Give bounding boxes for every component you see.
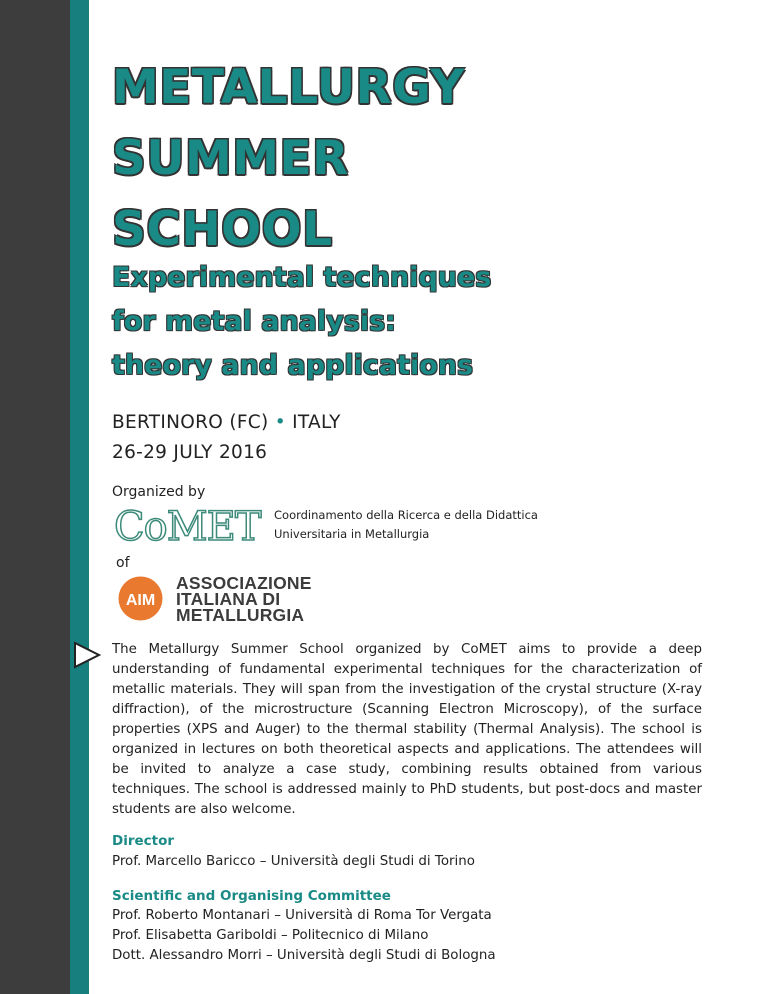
committee-list [112,906,496,966]
comet-caption [274,506,538,544]
subtitle-line: theory and applications [112,350,474,381]
comet-logo [112,502,262,548]
location-place: BERTINORO (FC) [112,412,269,433]
aim-logo-text: AIM [125,592,156,609]
title-line: SUMMER [112,131,349,186]
sidebar-dark-stripe [0,0,70,994]
committee-heading: Scientific and Organising Committee [112,888,391,904]
title-line: METALLURGY [112,60,465,115]
event-location [112,408,341,468]
committee-entry: Prof. Elisabetta Gariboldi – Politecnico di Milano [112,928,429,943]
comet-logo-text: CoMET [114,504,261,548]
aim-name-line: METALLURGIA [176,605,305,625]
play-arrow-icon [72,641,102,669]
aim-name-line: ITALIANA DI [176,589,281,609]
location-country: ITALY [292,412,341,433]
of-label: of [116,555,130,571]
aim-name [176,575,312,623]
sidebar-teal-stripe [70,0,89,994]
description-paragraph: The Metallurgy Summer School organized by CoMET aims to provide a deep understanding of fundamental experimental techniques for the characterization of metallic materials. They will span from the investigation of the crystal structure (X-ray diffraction), of the microstructure (Scanning Electron Microscopy), of the surface properties (XPS and Auger) to the thermal stability (Thermal Analysis). The school is organized in lectures on both theoretical aspects and applications. The attendees will be invited to analyze a case study, combining results obtained from various techniques. The school is addressed mainly to PhD students, but post-docs and master students are also welcome. [112,642,702,817]
committee-entry: Prof. Roberto Montanari – Università di Roma Tor Vergata [112,908,492,923]
director-list [112,852,475,872]
comet-caption-line: Universitaria in Metallurgia [274,527,430,541]
director-heading: Director [112,833,175,849]
page-subtitle [112,256,491,388]
title-line: SCHOOL [112,202,333,257]
aim-name-line: ASSOCIAZIONE [176,573,312,593]
subtitle-line: Experimental techniques [112,262,492,293]
committee-entry: Dott. Alessandro Morri – Università degli Studi di Bologna [112,948,496,963]
page-title [112,52,465,265]
director-entry: Prof. Marcello Baricco – Università degli Studi di Torino [112,854,475,869]
organized-by-label: Organized by [112,484,206,500]
subtitle-line: for metal analysis: [112,306,396,337]
comet-caption-line: Coordinamento della Ricerca e della Didattica [274,508,538,522]
event-dates: 26-29 JULY 2016 [112,442,268,463]
aim-logo [118,576,163,621]
location-separator: • [274,412,286,433]
